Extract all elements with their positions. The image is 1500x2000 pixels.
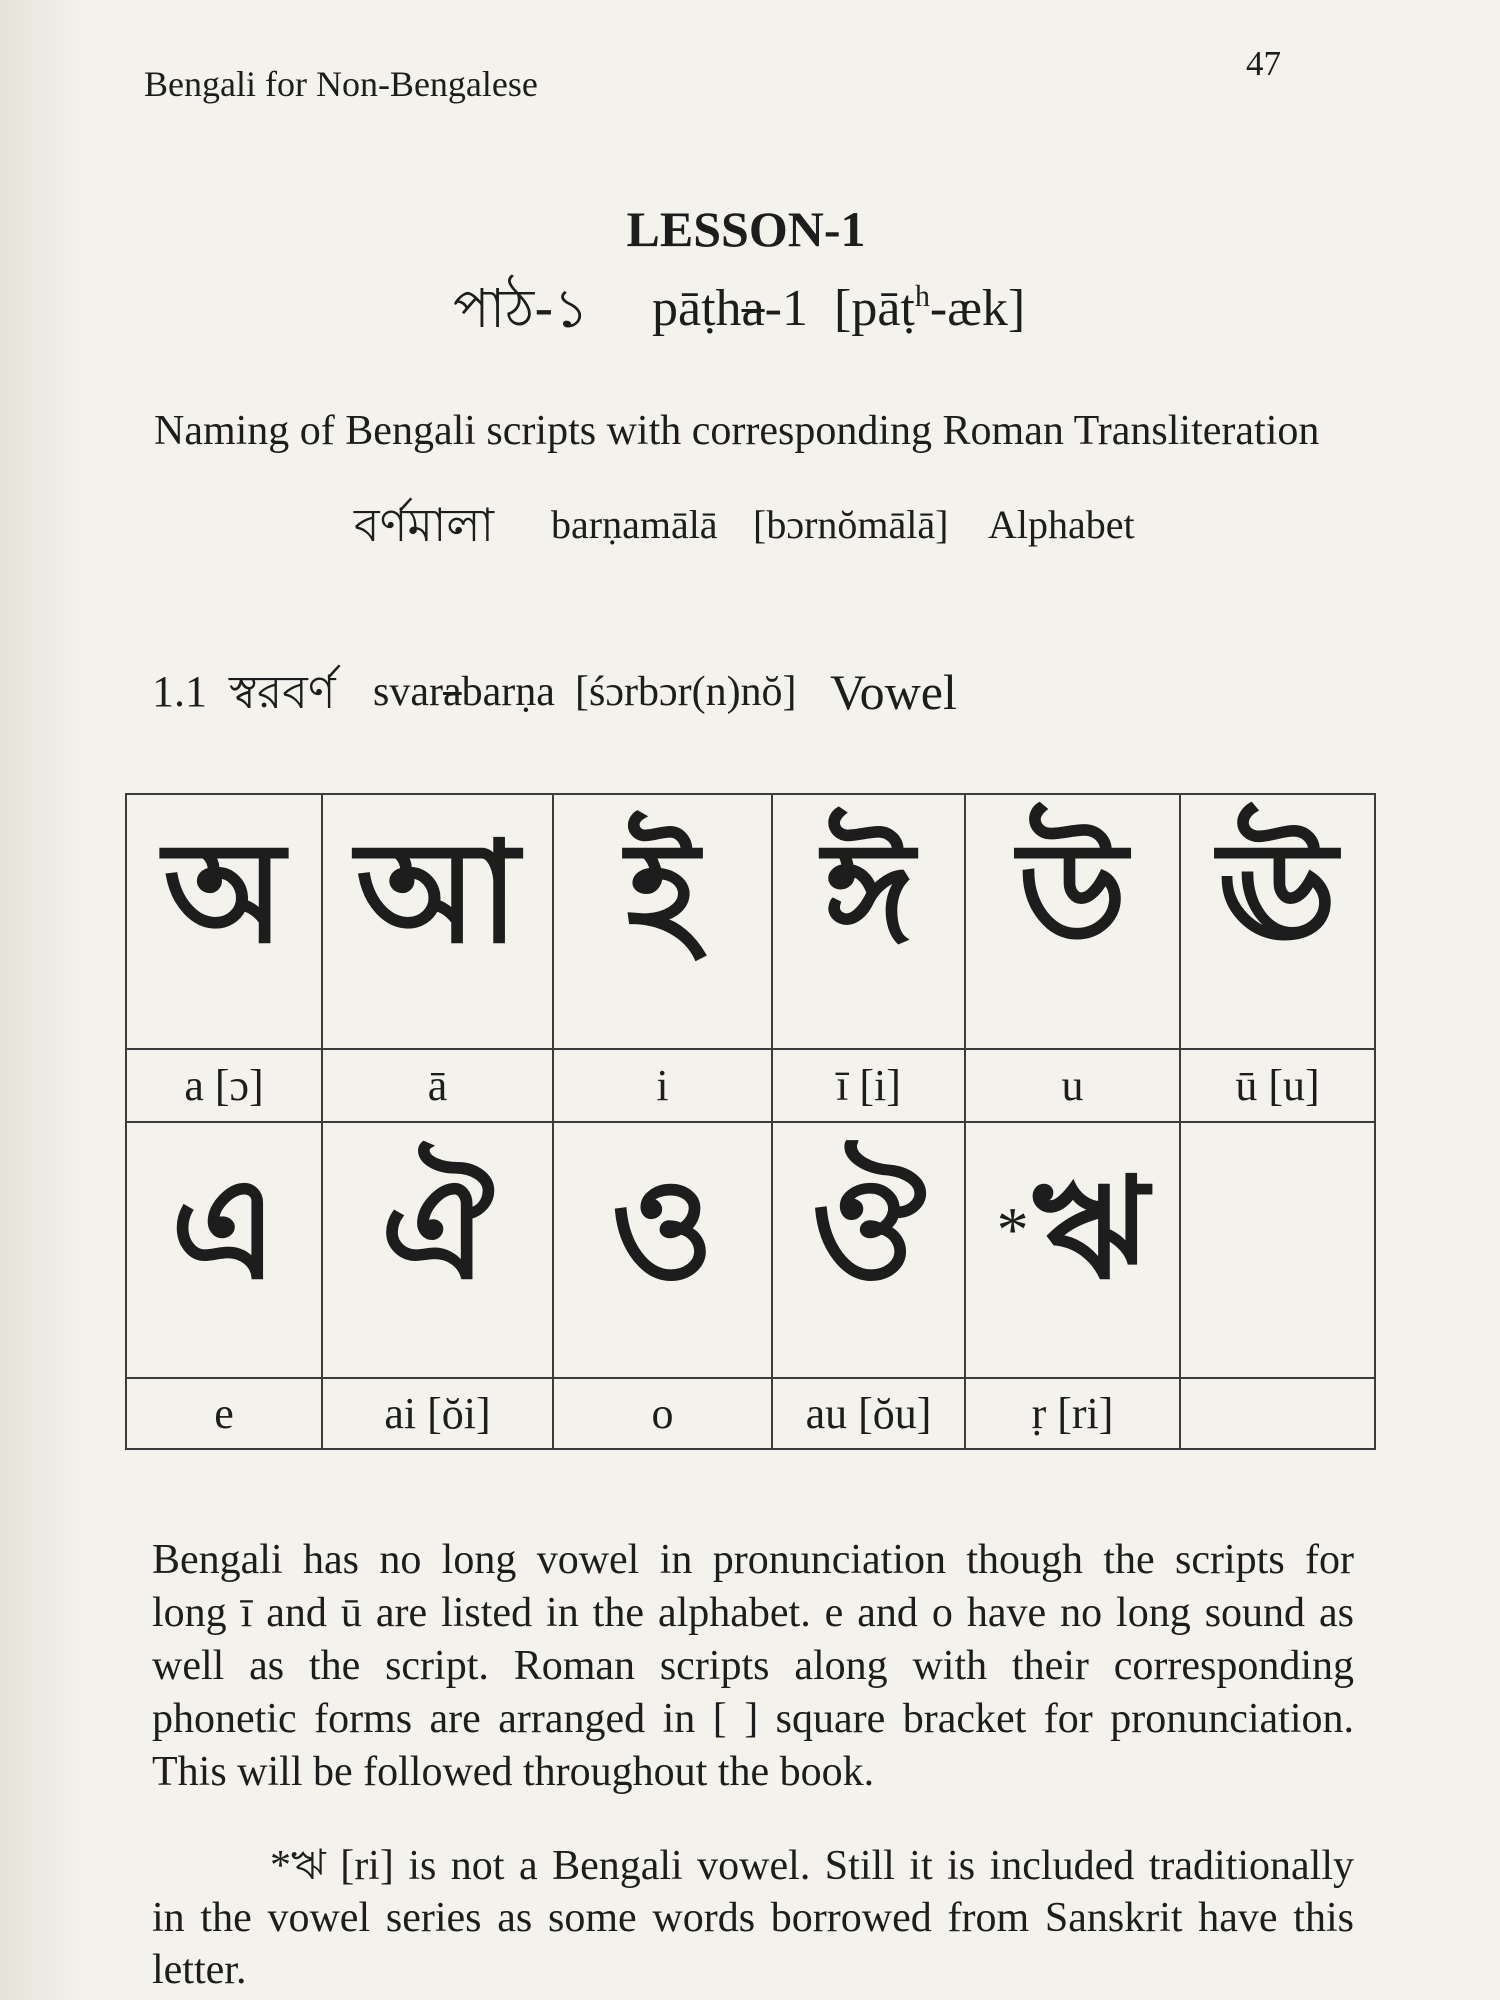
intro-text: Naming of Bengali scripts with corresponding Roman Transliteration [154,408,1320,454]
lesson-subtitle [0,279,1500,339]
alphabet-roman: barṇamālā [551,502,718,547]
footnote-line: in the vowel series as some words borrowed from Sanskrit have this [152,1895,1354,1941]
vowel-glyph-cell [554,1123,773,1379]
alphabet-heading [0,500,1500,550]
paragraph-line: well as the script. Roman scripts along with their corresponding [152,1643,1354,1689]
vowel-label: a [ɔ] [184,1060,264,1110]
section-heading [0,665,1500,719]
lesson-title: LESSON-1 [626,201,866,257]
vowel-label-cell [1181,1050,1376,1123]
vowel-label: au [ŏu] [805,1388,932,1438]
subtitle-roman-deleted-vowel: a [741,280,765,337]
vowel-label-cell [323,1379,554,1450]
vowel-glyph: ঔ [811,1148,926,1311]
vowel-glyph: উ [1017,811,1128,975]
vowel-table [125,793,1376,1450]
footnote-line: letter. [152,1947,247,1993]
vowel-glyph: ও [610,1148,715,1311]
section-roman [373,665,555,719]
vowel-label: ī [i] [836,1060,901,1110]
vowel-label-cell [773,1379,966,1450]
section-roman-end: barṇa [461,669,555,715]
paragraph-line: Bengali has no long vowel in pronunciation though the scripts for [152,1537,1354,1583]
subtitle-roman [652,279,808,339]
subtitle-phonetic-stem: [pāṭ [834,280,915,337]
vowel-label: ā [427,1060,448,1110]
vowel-label: u [1061,1060,1084,1110]
vowel-label: o [651,1388,674,1438]
vowel-glyph: ঊ [1218,811,1337,975]
vowel-glyph-cell [323,795,554,1050]
vowel-glyph-cell [554,795,773,1050]
vowel-label-cell [554,1379,773,1450]
book-title: Bengali for Non-Bengalese [144,64,538,104]
subtitle-phonetic-aspiration: h [914,279,930,314]
paragraph-line: phonetic forms are arranged in [ ] square bracket for pronunciation. [152,1696,1354,1742]
subtitle-phonetic-number: -æk] [929,280,1026,337]
vowel-label-cell [127,1379,323,1450]
paragraph-line: long ī and ū are listed in the alphabet. e and o have no long sound as [152,1590,1354,1636]
vowel-glyph: আ [355,811,520,975]
vowel-label-cell [554,1050,773,1123]
subtitle-roman-number: -1 [764,280,808,337]
vowel-glyph-cell [127,1123,323,1379]
section-bengali: স্বরবর্ণ [229,665,336,719]
vowel-label: i [656,1060,669,1110]
vowel-glyph-cell [966,795,1181,1050]
vowel-label: ū [u] [1235,1060,1320,1110]
vowel-glyph-cell [773,1123,966,1379]
empty-cell [1181,1123,1376,1379]
vowel-glyph-cell [323,1123,554,1379]
vowel-label: e [214,1388,234,1438]
paragraph-line: This will be followed throughout the book. [152,1749,875,1795]
vowel-glyph-cell [966,1123,1181,1379]
subtitle-phonetic [834,279,1025,345]
vowel-glyph: অ [163,811,285,975]
vowel-glyph: ই [626,811,699,975]
alphabet-english: Alphabet [988,502,1135,547]
vowel-glyph-cell [773,795,966,1050]
vowel-label-cell [323,1050,554,1123]
section-phonetic: [śɔrbɔr(n)nŏ] [575,669,797,715]
page-number: 47 [1246,44,1281,83]
section-english: Vowel [830,664,957,720]
section-roman-deleted-vowel: a [442,669,462,715]
vowel-label-cell [127,1050,323,1123]
vowel-label: ai [ŏi] [384,1388,491,1438]
section-roman-start: svar [373,669,443,715]
subtitle-bengali: পাঠ-১ [453,277,589,340]
vowel-glyph: এ [170,1148,278,1311]
vowel-glyph: ঈ [822,811,915,975]
vowel-glyph: ঋ [1032,1148,1149,1311]
empty-cell [1181,1379,1376,1450]
vowel-label-cell [966,1379,1181,1450]
alphabet-phonetic: [bɔrnŏmālā] [753,502,949,547]
vowel-label-cell [773,1050,966,1123]
vowel-glyph-cell [127,795,323,1050]
alphabet-bengali: বর্ণমালা [354,498,494,552]
vowel-label: ṛ [ri] [1031,1388,1114,1438]
section-number: 1.1 [152,667,207,716]
vowel-glyph-cell [1181,795,1376,1050]
subtitle-roman-stem: pāṭh [652,280,742,337]
footnote-line: *ঋ [ri] is not a Bengali vowel. Still it is included traditionally [270,1843,1354,1889]
asterisk-marker: * [996,1194,1029,1265]
vowel-label-cell [966,1050,1181,1123]
vowel-glyph: ঐ [381,1148,494,1311]
